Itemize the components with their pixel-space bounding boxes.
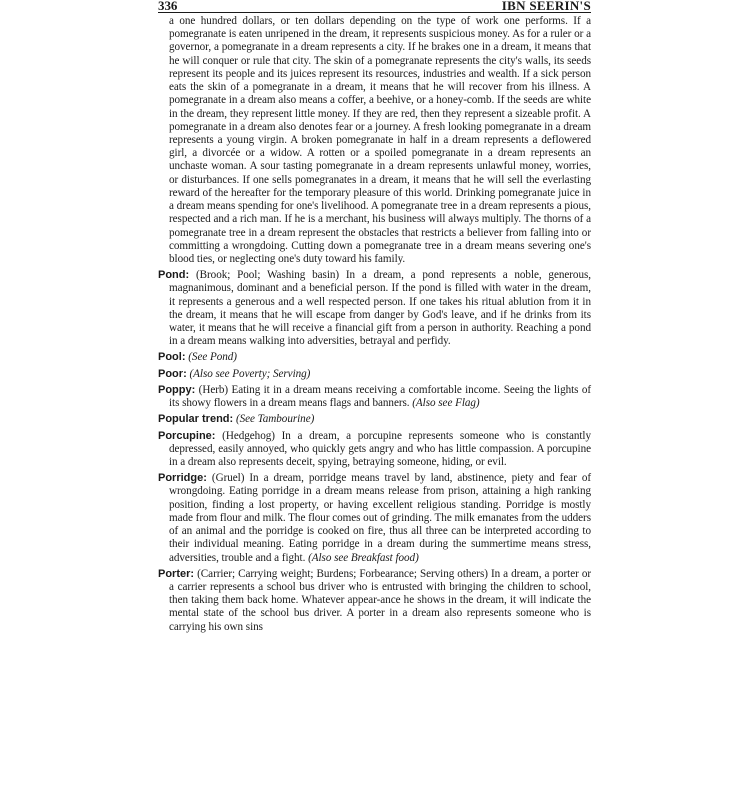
entry-pool: Pool: (See Pond) xyxy=(158,351,237,364)
entry-text: (Hedgehog) In a dream, a porcupine represents someone who is constantly depressed, easily annoyed, who quickly gets angry and who has little compassion. A porcupine in a dream also represents deceit, spying, betraying someone, hiding, or evil. xyxy=(169,429,591,468)
entry-term: Pond xyxy=(158,269,186,282)
entry-popular-trend: Popular trend: (See Tambourine) xyxy=(158,413,315,426)
entry-poppy: Poppy: (Herb) Eating it in a dream means receiving a comfortable income. Seeing the lights of its showy flowers in a dream means flags and banners. (Also see Flag) xyxy=(158,383,591,410)
cross-reference: (See Tambourine) xyxy=(235,413,315,426)
cross-reference: (Also see Poverty; Serving) xyxy=(189,367,311,380)
page-number: 336 xyxy=(158,0,178,13)
entry-term: Poppy xyxy=(158,383,192,396)
entry-porter: Porter: (Carrier; Carrying weight; Burdens; Forbearance; Serving others) In a dream, a porter or a carrier represents a school bus driver who is entrusted with bringing the children to school, then taking them back home. Whatever appear-ance he shows in the dream, it will indicate the mental state of the school bus driver. A porter in a dream also represents someone who is carrying his own sins xyxy=(158,567,591,633)
cross-reference: (Also see Flag) xyxy=(412,397,480,410)
entry-term: Popular trend xyxy=(158,413,230,426)
entry-term: Porcupine xyxy=(158,429,212,442)
page-header xyxy=(158,0,591,13)
entry-term: Porridge xyxy=(158,472,204,485)
running-title: IBN SEERIN'S xyxy=(501,0,591,13)
entry-text: (Herb) Eating it in a dream means receiving a comfortable income. Seeing the lights of its showy flowers in a dream means flags and banners. xyxy=(169,383,591,410)
entry-text: (Brook; Pool; Washing basin) In a dream, a pond represents a noble, generous, magnanimous, dominant and a beneficial person. If the pond is filled with water in the dream, it represents a generous and a well respected person. If one takes his ritual ablution from it in the dream, it means that he will escape from danger by God's leave, and if he drinks from its water, it means that he will receive a financial gift from a person in authority. Reaching a pond in a dream means walking into adversities, betrayal and perfidy. xyxy=(169,269,591,348)
entry-poor: Poor: (Also see Poverty; Serving) xyxy=(158,367,311,380)
entry-term: Porter xyxy=(158,567,191,580)
entry-porcupine: Porcupine: (Hedgehog) In a dream, a porcupine represents someone who is constantly depressed, easily annoyed, who quickly gets angry and who has little compassion. A porcupine in a dream also represents deceit, spying, betraying someone, hiding, or evil. xyxy=(158,429,591,468)
pomegranate-continuation: a one hundred dollars, or ten dollars depending on the type of work one performs. If a pomegranate is eaten unripened in the dream, it represents suspicious money. As for a ruler or a governor, a pomegranate in a dream represents a city. If he brakes one in a dream, it means that he will conquer or rule that city. The skin of a pomegranate represents the city's walls, its seeds represent its people and its juices represent its resources, industries and wealth. If a sick person eats the skin of a pomegranate in a dream, it means that he will recover from his illness. A pomegranate in a dream also means a coffer, a beehive, or a honey-comb. If the seeds are white in the dream, they represent little money. If they are red, then they represent a sizeable profit. A pomegranate in a dream also denotes fear or a journey. A fresh looking pomegranate in a dream represents a young virgin. A broken pomegranate in half in a dream represents a deflowered girl, a divorcée or a widow. A rotten or a spoiled pomegranate in a dream represents an unchaste woman. A sour tasting pomegranate in a dream represents unlawful money, worries, or disturbances. If one sells pomegranates in a dream, it means that he will sell the everlasting reward of the hereafter for the temporary pleasure of this world. Drinking pomegranate juice in a dream means spending for one's livelihood. A pomegranate tree in a dream represents a pious, respected and a rich man. If he is a merchant, his business will always multiply. The thorns of a pomegranate tree in a dream represent the obstacles that restricts a believer from falling into or committing a wrongdoing. Cutting down a pomegranate tree in a dream means severing one's blood ties, or neglecting one's duty toward his family. xyxy=(169,15,591,265)
entry-porridge: Porridge: (Gruel) In a dream, porridge means travel by land, abstinence, piety and fear of wrongdoing. Eating porridge in a dream means release from prison, attaining a high ranking position, finding a lost property, or having excellent religious standing. Porridge is mostly made from flour and milk. The flour comes out of grinding. The milk emanates from the udders of an animal and the porridge is cooked on fire, thus all three can be interpreted according to their individual meaning. Eating porridge in a dream during the summertime means stress, adversities, trouble and a fight. (Also see Breakfast food) xyxy=(158,472,591,564)
entry-text: (Gruel) In a dream, porridge means travel by land, abstinence, piety and fear of wrongdoing. Eating porridge in a dream means release from prison, attaining a high ranking position, finding a lost property, or having excellent religious standing. Porridge is mostly made from flour and milk. The flour comes out of grinding. The milk emanates from the udders of an animal and the porridge is cooked on fire, thus all three can be interpreted according to their individual meaning. Eating porridge in a dream during the summertime means stress, adversities, trouble and a fight. xyxy=(169,472,591,564)
cross-reference: (Also see Breakfast food) xyxy=(308,551,419,564)
entry-term: Poor xyxy=(158,367,184,380)
book-page xyxy=(158,0,591,634)
cross-reference: (See Pond) xyxy=(188,351,237,364)
entry-text: (Carrier; Carrying weight; Burdens; Forbearance; Serving others) In a dream, a porter or a carrier represents a school bus driver who is entrusted with bringing the children to school, then taking them back home. Whatever appear-ance he shows in the dream, it will indicate the mental state of the school bus driver. A porter in a dream also represents someone who is carrying his own sins xyxy=(169,567,591,633)
entry-pond: Pond: (Brook; Pool; Washing basin) In a dream, a pond represents a noble, generous, magnanimous, dominant and a beneficial person. If the pond is filled with water in the dream, it represents a generous and a well respected person. If one takes his ritual ablution from it in the dream, it means that he will escape from danger by God's leave, and if he drinks from its water, it means that he will receive a financial gift from a person in authority. Reaching a pond in a dream means walking into adversities, betrayal and perfidy. xyxy=(158,269,591,348)
entry-term: Pool xyxy=(158,351,182,364)
